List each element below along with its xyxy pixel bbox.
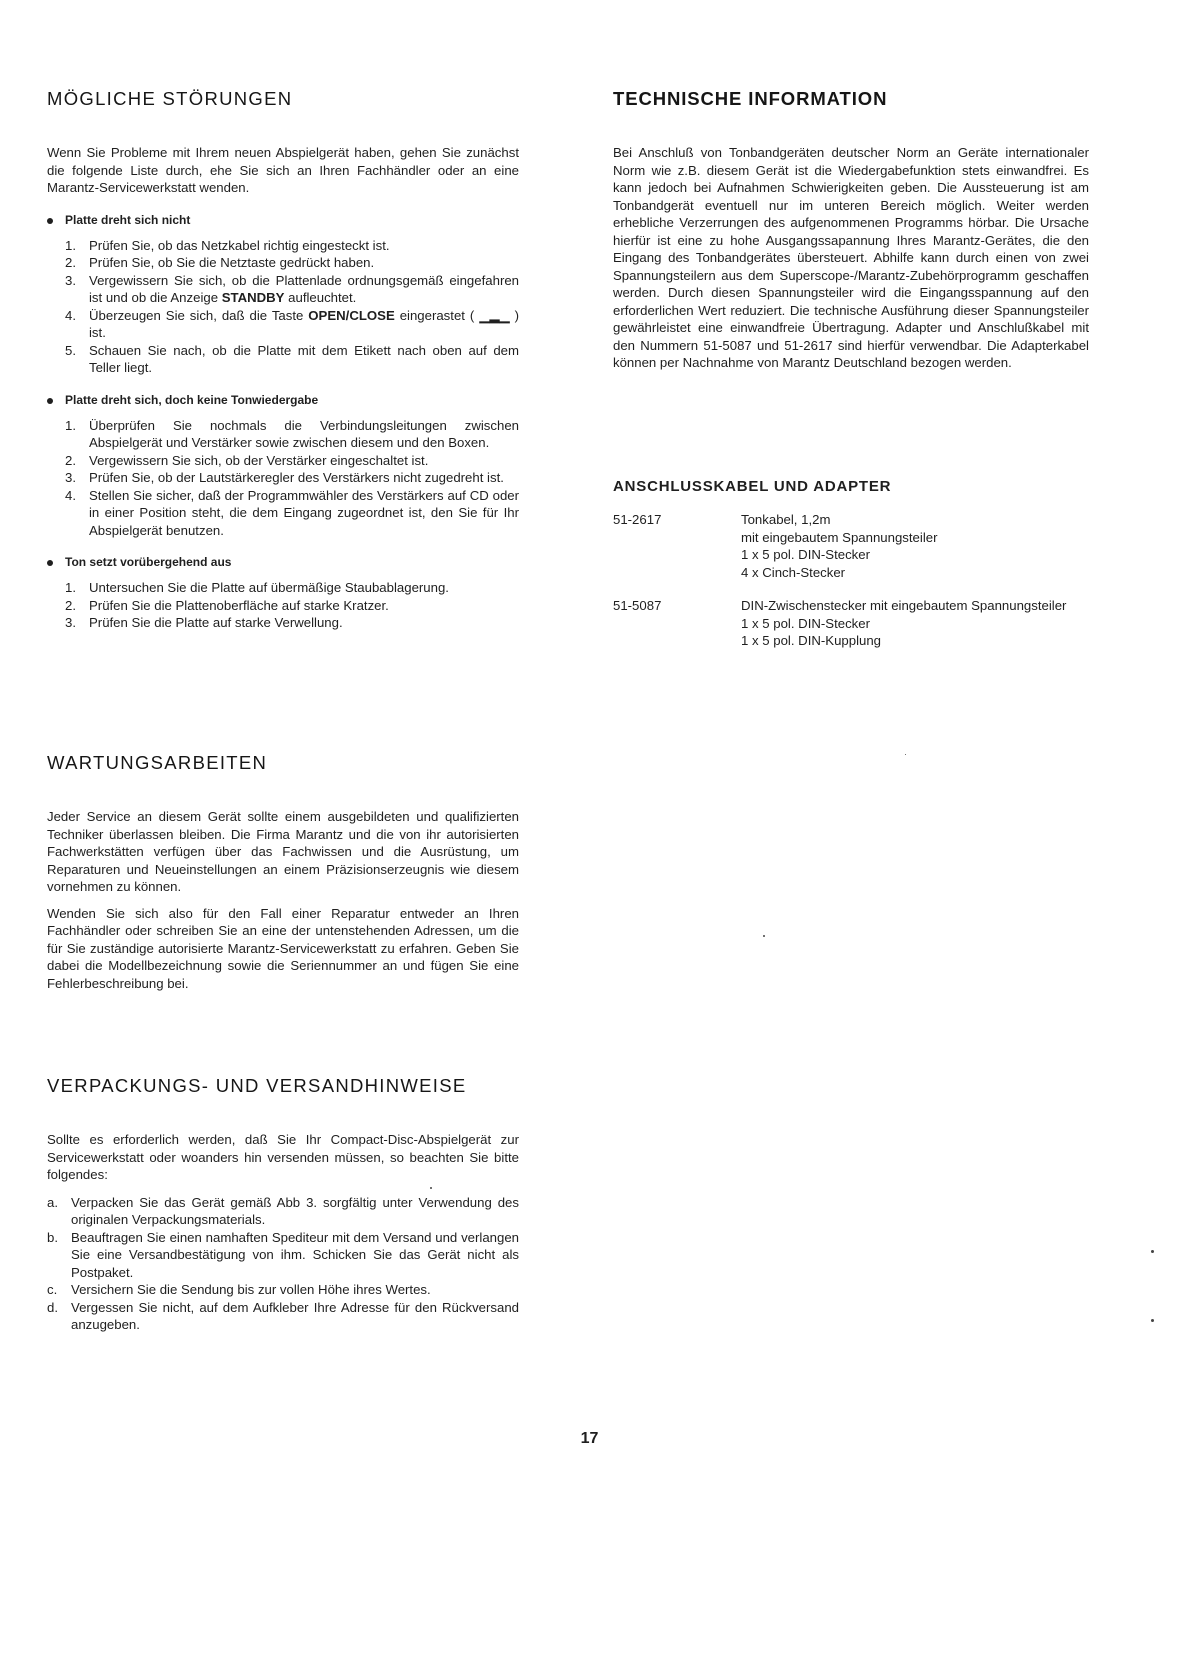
cable-description: Tonkabel, 1,2m mit eingebautem Spannungsteiler 1 x 5 pol. DIN-Stecker 4 x Cinch-Stecker <box>741 512 938 580</box>
page-number: 17 <box>580 1430 599 1447</box>
list-item: 4. Stellen Sie sicher, daß der Programmwähler des Verstärkers auf CD oder in einer Position steht, die dem Eingang zugeordnet ist, den Sie für Ihr Abspielgerät benutzen. <box>65 487 519 538</box>
list-item: a. Verpacken Sie das Gerät gemäß Abb 3. sorgfältig unter Verwendung des originalen Verpackungsmaterials. <box>47 1194 519 1227</box>
shipping-intro: Sollte es erforderlich werden, daß Sie Ihr Compact-Disc-Abspielgerät zur Servicewerkstatt oder woanders hin versenden müssen, so beachten Sie bitte folgendes: <box>47 1132 519 1182</box>
technical-title: TECHNISCHE INFORMATION <box>613 88 888 109</box>
scan-speck <box>763 935 765 937</box>
trouble-group-1 <box>47 213 519 377</box>
scan-speck <box>1151 1250 1154 1253</box>
list-item: 1. Prüfen Sie, ob das Netzkabel richtig eingesteckt ist. <box>65 237 390 253</box>
list-item: b. Beauftragen Sie einen namhaften Spediteur mit dem Versand und verlangen Sie eine Versandbestätigung von ihm. Schicken Sie das Gerät nicht als Postpaket. <box>47 1229 519 1280</box>
maintenance-paragraph: Jeder Service an diesem Gerät sollte einem ausgebildeten und qualifizierten Techniker überlassen bleiben. Die Firma Marantz und die von ihr autorisierten Fachwerkstätten verfügen über das Fachwissen und die Ausrüstung, um Reparaturen und Neueinstellungen an einem Präzisionserzeugnis wie diesem vornehmen zu können. <box>47 809 519 894</box>
trouble-group-heading: Platte dreht sich, doch keine Tonwiedergabe <box>47 393 519 407</box>
trouble-group-heading: Ton setzt vorübergehend aus <box>47 555 519 569</box>
cables-title: ANSCHLUSSKABEL UND ADAPTER <box>613 478 892 495</box>
list-item: 3. Prüfen Sie, ob der Lautstärkeregler des Verstärkers nicht zugedreht ist. <box>65 470 504 485</box>
trouble-group-2 <box>47 393 519 540</box>
troubleshooting-section <box>47 88 519 632</box>
cable-number: 51-5087 <box>613 598 662 613</box>
open-close-label: OPEN/CLOSE <box>308 307 395 323</box>
list-item: 4. Überzeugen Sie sich, daß die Taste OPEN/CLOSE eingerastet ( ▁▂▁ ) ist. <box>65 307 519 340</box>
scan-speck <box>905 754 906 755</box>
troubleshooting-intro: Wenn Sie Probleme mit Ihrem neuen Abspielgerät haben, gehen Sie zunächst die folgende Liste durch, ehe Sie sich an Ihren Fachhändler oder an eine Marantz-Servicewerkstatt wenden. <box>47 145 519 195</box>
cables-section <box>613 478 1089 666</box>
list-item: 1. Untersuchen Sie die Platte auf übermäßige Staubablagerung. <box>65 580 449 595</box>
shipping-title: VERPACKUNGS- UND VERSANDHINWEISE <box>47 1075 467 1096</box>
scan-speck <box>1151 1319 1154 1322</box>
troubleshooting-title: MÖGLICHE STÖRUNGEN <box>47 88 293 109</box>
list-item: 5. Schauen Sie nach, ob die Platte mit dem Etikett nach oben auf dem Teller liegt. <box>65 342 519 375</box>
maintenance-paragraph: Wenden Sie sich also für den Fall einer Reparatur entweder an Ihren Fachhändler oder schreiben Sie an eine der untenstehenden Adressen, um die für Sie zuständige autorisierte Marantz-Servicewerkstatt zu erfahren. Geben Sie dabei die Modellbezeichnung sowie die Seriennummer an und fügen Sie eine Fehlerbeschreibung bei. <box>47 905 519 991</box>
list-item: 3. Prüfen Sie die Platte auf starke Verwellung. <box>65 615 343 630</box>
list-item: 2. Vergewissern Sie sich, ob der Verstärker eingeschaltet ist. <box>65 452 429 468</box>
list-item: 1. Überprüfen Sie nochmals die Verbindungsleitungen zwischen Abspielgerät und Verstärker sowie zwischen diesem und den Boxen. <box>65 417 519 450</box>
cable-entry <box>613 511 1089 581</box>
cable-description: DIN-Zwischenstecker mit eingebautem Spannungsteiler 1 x 5 pol. DIN-Stecker 1 x 5 pol. DIN-Kupplung <box>741 598 1067 648</box>
technical-section <box>613 88 1089 381</box>
shipping-section <box>47 1075 519 1334</box>
trouble-group-3 <box>47 555 519 632</box>
technical-body: Bei Anschluß von Tonbandgeräten deutscher Norm an Geräte internationaler Norm wie z.B. diesem Gerät ist die Wiedergabefunktion stets einwandfrei. Es kann jedoch bei Aufnahmen Schwierigkeiten geben. Die Aussteuerung ist am Tonbandgerät eventuell nur im unteren Bereich möglich. Weiter werden erhebliche Verzerrungen des aufgenommenen Programms hörbar. Die Ursache hierfür ist eine zu hohe Ausgangssapannung Ihres Marantz-Gerätes, die den Eingang des Tonbandgerätes übersteuert. Abhilfe kann durch einen von zwei Spannungsteilern aus dem Superscope-/Marantz-Zubehörprogramm geschaffen werden. Durch diesen Spannungsteiler wird die Eingangsspannung auf den erforderlichen Wert reduziert. Die technische Ausführung dieser Spannungsteiler gewährleistet eine einwandfreie Übertragung. Adapter und Anschlußkabel mit den Nummern 51-5087 und 51-2617 sind hierfür verwendbar. Die Adapterkabel können per Nachnahme von Marantz Deutschland bezogen werden. <box>613 145 1089 370</box>
cable-entry <box>613 597 1089 650</box>
maintenance-title: WARTUNGSARBEITEN <box>47 752 268 773</box>
list-item: 3. Vergewissern Sie sich, ob die Plattenlade ordnungsgemäß eingefahren ist und ob die Anzeige STANDBY aufleuchtet. <box>65 272 519 305</box>
cable-number: 51-2617 <box>613 512 662 527</box>
maintenance-section <box>47 752 519 1001</box>
trouble-group-heading: Platte dreht sich nicht <box>47 213 519 227</box>
list-item: c. Versichern Sie die Sendung bis zur vollen Höhe ihres Wertes. <box>47 1282 431 1297</box>
standby-label: STANDBY <box>221 290 285 305</box>
list-item: d. Vergessen Sie nicht, auf dem Aufkleber Ihre Adresse für den Rückversand anzugeben. <box>47 1299 519 1332</box>
scan-speck <box>430 1187 432 1189</box>
list-item: 2. Prüfen Sie, ob Sie die Netztaste gedrückt haben. <box>65 255 375 270</box>
list-item: 2. Prüfen Sie die Plattenoberfläche auf starke Kratzer. <box>65 597 389 613</box>
